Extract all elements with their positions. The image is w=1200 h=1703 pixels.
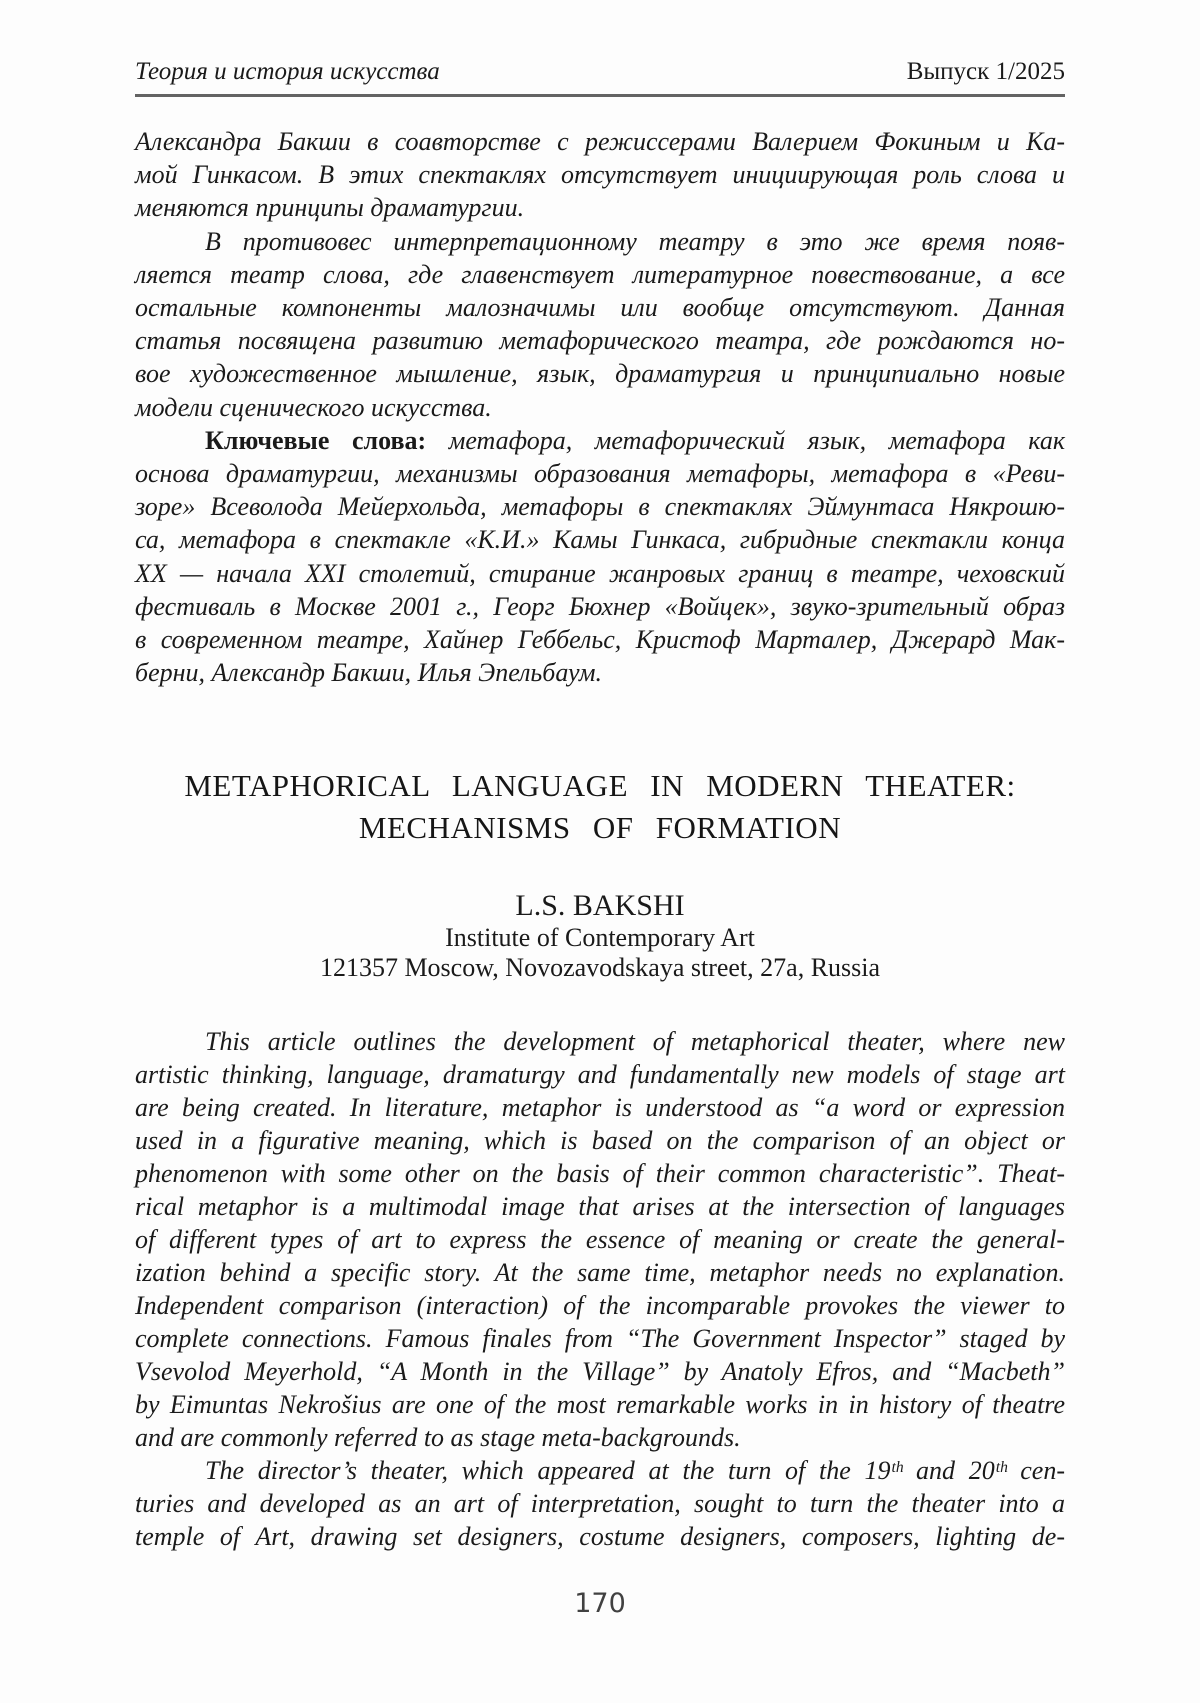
text-line: зоре» Всеволода Мейерхольда, метафоры в спектаклях Эймунтаса Някрошю- xyxy=(135,492,1065,522)
text-line: complete connections. Famous finales from “The Government Inspector” staged by xyxy=(135,1324,1065,1354)
running-header xyxy=(135,0,1065,87)
text-line: модели сценического искусства. xyxy=(135,392,492,422)
text-line: phenomenon with some other on the basis of their common characteristic”. Theat- xyxy=(135,1159,1065,1189)
english-abstract-paragraph-2 xyxy=(135,1454,1065,1553)
text-line: статья посвящена развитию метафорического театра, где рождаются но- xyxy=(135,326,1065,356)
keywords-paragraph xyxy=(135,424,1065,690)
journal-section-title: Теория и история искусства xyxy=(135,58,440,85)
english-abstract-paragraph-1 xyxy=(135,1025,1065,1454)
russian-abstract-paragraph-2 xyxy=(135,225,1065,424)
text-line: берни, Александр Бакши, Илья Эпельбаум. xyxy=(135,658,602,688)
text-line: rical metaphor is a multimodal image that arises at the intersection of languages xyxy=(135,1192,1065,1222)
header-rule xyxy=(135,94,1065,97)
keywords-first-line xyxy=(135,424,1065,457)
keywords-first-line-rest: метафора, метафорический язык, метафора как xyxy=(426,425,1065,455)
keywords-label: Ключевые слова: xyxy=(205,425,427,455)
text-line: and are commonly referred to as stage meta-backgrounds. xyxy=(135,1423,741,1453)
text-line: The director’s theater, which appeared at the turn of the 19ᵗʰ and 20ᵗʰ cen- xyxy=(205,1456,1065,1486)
text-line: В противовес интерпретационному театру в это же время появ- xyxy=(205,226,1065,256)
text-line: ХХ — начала XXI столетий, стирание жанровых границ в театре, чеховский xyxy=(135,558,1065,588)
text-line: фестиваль в Москве 2001 г., Георг Бюхнер «Войцек», звуко-зрительный образ xyxy=(135,591,1065,621)
article-title-english xyxy=(135,765,1065,849)
text-line: used in a figurative meaning, which is based on the comparison of an object or xyxy=(135,1126,1065,1156)
text-line: This article outlines the development of metaphorical theater, where new xyxy=(205,1027,1065,1057)
author-address: 121357 Moscow, Novozavodskaya street, 27a, Russia xyxy=(319,953,881,983)
text-line: меняются принципы драматургии. xyxy=(135,193,525,223)
text-line: are being created. In literature, metaphor is understood as “a word or expression xyxy=(135,1093,1065,1123)
page-number: 170 xyxy=(574,1588,626,1619)
text-line: в современном театре, Хайнер Геббельс, Кристоф Марталер, Джерард Мак- xyxy=(135,625,1065,655)
text-line: основа драматургии, механизмы образования метафоры, метафора в «Реви- xyxy=(135,459,1065,489)
text-line: остальные компоненты малозначимы или вообще отсутствуют. Данная xyxy=(135,293,1065,323)
page-content xyxy=(135,0,1065,1553)
author-affiliation: Institute of Contemporary Art xyxy=(445,923,755,953)
keywords-rest-lines xyxy=(135,457,1065,689)
text-line: temple of Art, drawing set designers, costume designers, composers, lighting de- xyxy=(135,1522,1065,1552)
text-line: ляется театр слова, где главенствует литературное повествование, а все xyxy=(135,259,1065,289)
text-line: ization behind a specific story. At the same time, metaphor needs no explanation. xyxy=(135,1258,1065,1288)
author-name: L.S. BAKSHI xyxy=(515,889,685,923)
text-line: Александра Бакши в соавторстве с режиссерами Валерием Фокиным и Ка- xyxy=(135,127,1065,156)
text-line: artistic thinking, language, dramaturgy and fundamentally new models of stage art xyxy=(135,1060,1065,1090)
text-line: by Eimuntas Nekrošius are one of the most remarkable works in in history of theatre xyxy=(135,1390,1065,1420)
english-abstract xyxy=(135,1025,1065,1553)
russian-abstract xyxy=(135,125,1065,689)
russian-abstract-paragraph-1 xyxy=(135,125,1065,225)
text-line: Independent comparison (interaction) of the incomparable provokes the viewer to xyxy=(135,1291,1065,1321)
article-title-line-2: MECHANISMS OF FORMATION xyxy=(358,810,842,846)
article-title-line-1: METAPHORICAL LANGUAGE IN MODERN THEATER: xyxy=(184,768,1016,804)
text-line: са, метафора в спектакле «К.И.» Камы Гинкаса, гибридные спектакли конца xyxy=(135,525,1065,555)
text-line: мой Гинкасом. В этих спектаклях отсутствует инициирующая роль слова и xyxy=(135,160,1065,190)
text-line: вое художественное мышление, язык, драматургия и принципиально новые xyxy=(135,359,1065,389)
text-line: turies and developed as an art of interpretation, sought to turn the theater into a xyxy=(135,1489,1065,1519)
text-line: Vsevolod Meyerhold, “A Month in the Village” by Anatoly Efros, and “Macbeth” xyxy=(135,1357,1065,1387)
issue-label: Выпуск 1/2025 xyxy=(906,58,1065,85)
text-line: of different types of art to express the essence of meaning or create the general- xyxy=(135,1225,1065,1255)
